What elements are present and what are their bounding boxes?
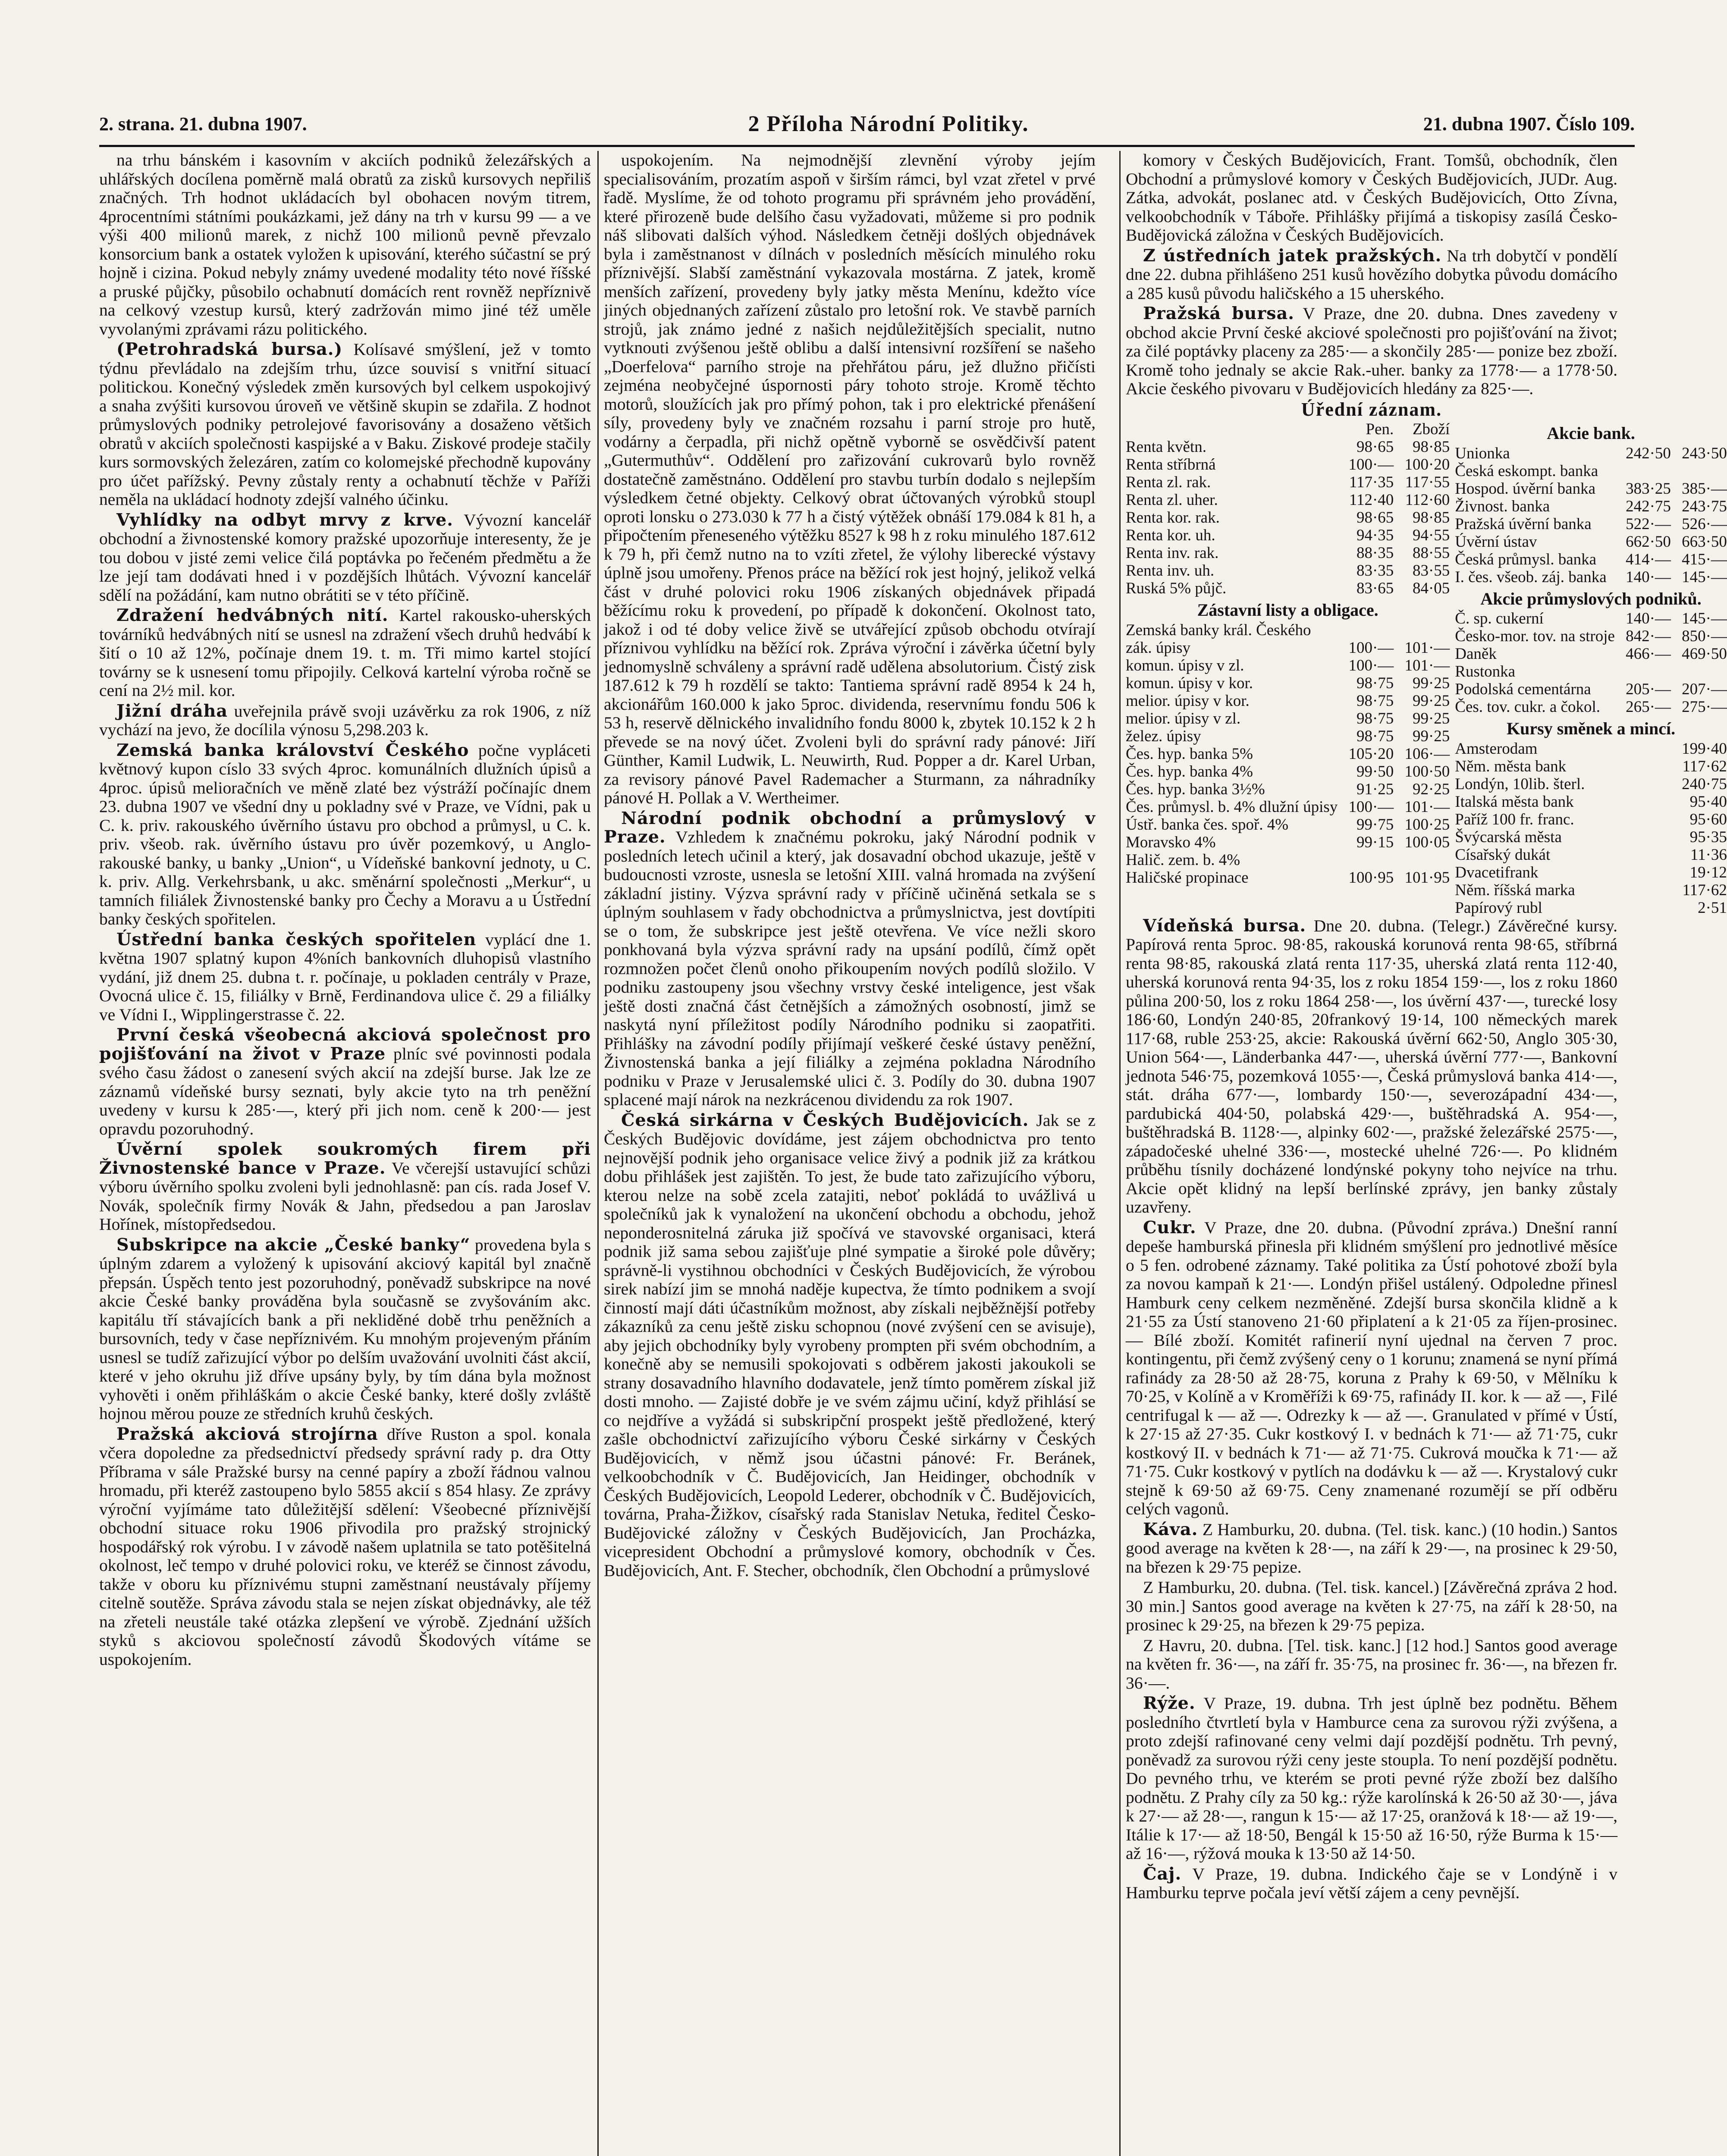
- quote-name: Živnost. banka: [1455, 497, 1550, 515]
- quotes-left-column: [1126, 420, 1450, 917]
- quote-bid: 83·65: [1356, 580, 1394, 597]
- column-3: [1126, 150, 1727, 2156]
- quote-name: Česká průmysl. banka: [1455, 550, 1597, 568]
- quote-bid: [1615, 828, 1671, 846]
- article-paragraph: [99, 702, 591, 740]
- article-text: Na trh dobytčí v pondělí dne 22. dubna přihlášeno 251 kusů hovězího dobytka původu domácího a 285 kusů původu haličského a 15 uherského.: [1126, 246, 1617, 303]
- article-heading: Národní podnik obchodní a průmyslový v Praze.: [604, 808, 1096, 847]
- quote-bid: 140·—: [1626, 568, 1671, 586]
- quote-row: [1126, 674, 1450, 692]
- quote-ask: 95·40: [1689, 793, 1727, 811]
- quote-bid: 383·25: [1626, 479, 1671, 498]
- quote-bid: 88·35: [1356, 544, 1394, 562]
- quote-name: Renta inv. rak.: [1126, 544, 1219, 562]
- quote-name: Renta kor. rak.: [1126, 509, 1220, 526]
- article-paragraph: [1126, 247, 1617, 303]
- quote-name: Ústř. banka čes. spoř. 4%: [1126, 815, 1289, 834]
- quote-row: [1455, 551, 1727, 568]
- quote-row: [1455, 793, 1727, 811]
- quote-ask: 98·85: [1412, 438, 1450, 456]
- quote-ask: 95·60: [1689, 810, 1727, 828]
- article-heading: První česká všeobecná akciová společnost pro pojišťování na život v Praze: [99, 1025, 591, 1064]
- article-paragraph: [1126, 1578, 1617, 1635]
- quote-name: zák. úpisy: [1126, 639, 1191, 657]
- quote-bid: 100·—: [1348, 456, 1394, 473]
- quote-name: Renta inv. uh.: [1126, 562, 1215, 580]
- quote-name: Č. sp. cukerní: [1455, 610, 1544, 627]
- column-2: [604, 151, 1096, 2156]
- quote-ask: 101·—: [1404, 798, 1450, 816]
- article-paragraph: [99, 1425, 591, 1669]
- quote-bid: 414·—: [1626, 550, 1671, 568]
- quote-ask: 99·25: [1412, 727, 1450, 745]
- quote-row: [1126, 473, 1450, 491]
- article-paragraph: [1126, 1865, 1617, 1902]
- quote-row: [1455, 758, 1727, 775]
- quote-bid: 98·75: [1356, 692, 1394, 710]
- quote-bid: 98·65: [1356, 509, 1394, 526]
- quote-bid: [1615, 775, 1671, 793]
- quote-ask: 99·25: [1412, 709, 1450, 727]
- quote-ask: 11·36: [1690, 846, 1727, 864]
- article-text: provedena byla s úplným zdarem a vyložený k upisování akciový kapitál byl značně přepsán. Úspěch tento jest pozoruhodný, poněvadž subskripce na nové akcie České banky prováděna byla současně se zvyšováním akc. kapitálu tří stávajících bank a při nekliděné době trhu peněžních a bursovních, tedy v čase nepříznivém. Ku mnohým projeveným přáním usnesl se tudíž zařizující výbor po delším uvažování uvolniti část akcií, které v jeho okruhu již dříve upsány byly, by tím dána byla možnost vyhověti i oněm přihláškám o akcie České banky, které došly zvláště hojnou měrou pouze ze středních kruhů českých.: [99, 1235, 591, 1423]
- column-3-articles-bottom: [1126, 917, 1617, 1902]
- quote-bid: [1615, 740, 1671, 758]
- article-paragraph: [99, 340, 591, 509]
- quote-row: [1126, 816, 1450, 834]
- quote-name: Česko-mor. tov. na stroje: [1455, 627, 1615, 645]
- quote-ask: 850·—: [1682, 627, 1727, 645]
- quote-name: Haličské propinace: [1126, 868, 1249, 887]
- quote-ask: 243·50: [1682, 444, 1727, 462]
- quote-ask: [1394, 851, 1450, 869]
- quote-row: [1126, 869, 1450, 887]
- header-left-date: 2. strana. 21. dubna 1907.: [99, 113, 307, 135]
- quote-bid: 242·75: [1626, 497, 1671, 515]
- quote-name: komun. úpisy v zl.: [1126, 656, 1244, 674]
- quote-ask: 84·05: [1412, 580, 1450, 597]
- quote-row: [1455, 645, 1727, 663]
- article-paragraph: [604, 151, 1096, 808]
- quote-ask: 83·55: [1412, 562, 1450, 580]
- article-heading: (Petrohradská bursa.): [116, 339, 343, 359]
- quote-ask: 100·50: [1404, 762, 1450, 780]
- quote-bid: [1615, 846, 1671, 864]
- quote-name: Unionka: [1455, 444, 1510, 462]
- quote-ask: 385·—: [1682, 479, 1727, 498]
- quote-row: [1455, 864, 1727, 881]
- quote-bid: [1615, 811, 1671, 828]
- quote-name: Čes. průmysl. b. 4% dlužní úpisy: [1126, 798, 1338, 816]
- quote-row: [1455, 698, 1727, 716]
- quotes-section-title: Kursy směnek a mincí.: [1507, 719, 1676, 738]
- quote-row: [1126, 745, 1450, 763]
- quote-ask: 117·55: [1405, 473, 1450, 491]
- quote-name: Česká eskompt. banka: [1455, 462, 1598, 480]
- article-heading: Česká sirkárna v Českých Budějovicích.: [621, 1110, 1029, 1130]
- quotes-column-headers: [1126, 420, 1450, 438]
- article-text: uspokojením. Na nejmodnější zlevnění výroby jejím specialisováním, prozatím aspoň v širším rámci, byl vzat zřetel v prvé řadě. Myslíme, že od tohoto programu při správném jeho provádění, které přirozeně bude delšího času vyžadovati, můžeme si pro podnik náš slibovati dalších výhod. Následkem četněji došlých objednávek byla i zaměstnanost v dílnách v posledních měsících minulého roku příznivější. Slabší zaměstnání vykazovala mostárna. Z jatek, kromě menších zařízení, provedeny byly jatky města Menínu, kdežto více jiných objednaných zařízení zůstalo pro letošní rok. Ve stavbě parních strojů, jak známo jedné z našich nejdůležitějších specialit, nutno vytknouti zvýšenou ještě oblibu a další intensivní rozšíření se našeho „Doerfelova“ parního stroje na přehřátou páru, jež dlužno přičísti zejména neobyčejné úspornosti páry tohoto stroje. Kromě těchto motorů, sloužících jak pro přímý pohon, tak i pro elektrické přenášení síly, provedeny byly ve značném rozsahu i parní stroje pro hutě, vodárny a čerpadla, při nichž opětně vyborně se osvědčivší patent „Gutermuthův“. Oddělení pro zařizování cukrovarů bylo rovněž dostatečně zaměstnáno. Oddělení pro stavbu turbín dodalo s nejlepším výsledkem četné objekty. Celkový obrat účtovaných výrobků stoupl oproti lonsku o 273.030 k 77 h a čistý výtěžek obnáší 179.084 k 81 h, a připočtením přeneseného výtěžku 8527 k 98 h z roku minulého 187.612 k 79 h, při čemž nutno na to vzíti zřetel, že výlohy liberecké výstavy úplně jsou umořeny. Přenos práce na běžící rok jest hojný, jelikož velká část v druhé polovici roku 1906 získaných objednávek připadá běžícímu roku k provedení, po případě k dokončení. Okolnost tato, jakož i od té doby velice živě se utvářející způsob obchodu otvírají příznivou vyhlídku na běžící rok. Zpráva výroční i závěrka účetní byly jednomyslně schváleny a správní radě udělena absolutorium. Čistý zisk 187.612 k 79 h rozdělí se takto: Tantiema správní radě 8954 k 24 h, akcionářům 160.000 k jako 5proc. dividenda, reservnímu fondu 506 k 53 h, reservě dělnického invalidního fondu 8000 k, zbytek 10.152 k 2 h převede se na nový účet. Zvoleni byli do správní rady pánové: Jiří Günther, Kamil Ludwik, L. Neuwirth, Rud. Popper a dr. Karel Urban, za revisory pánové Pavel Rademacher a Sturmann, za náhradníky pánové H. Pollak a V. Wertheimer.: [604, 150, 1096, 807]
- article-text: Dne 20. dubna. (Telegr.) Závěrečné kursy. Papírová renta 5proc. 98·85, rakouská korunová renta 98·65, stříbrná renta 98·85, rakouská zlatá renta 117·35, uherská zlatá renta 112·40, uherská korunová renta 94·35, los z roku 1854 159·—, los z roku 1860 půlina 200·50, los z roku 1864 258·—, los úvěrní 437·—, turecké losy 186·60, Londýn 240·85, 20frankový 19·14, 100 německých marek 117·68, ruble 253·25, akcie: Rakouská úvěrní 662·50, Anglo 305·30, Union 564·—, Länderbanka 447·—, uherská úvěrní 777·—, Bankovní jednota 546·75, pozemková 1055·—, Česká průmyslová banka 414·—, stát. dráha 677·—, lombardy 150·—, severozápadní 434·—, pardubická 404·50, polabská 429·—, buštěhradská A. 954·—, buštěhradská B. 1128·—, alpinky 602·—, pražské železářské 2575·—, západočeské uhelné 336·—, mostecké uhelné 726·—. Po klidném průběhu tísnily docházené londýnské pokyny toho nejvíce na trhu. Akcie opět klidný na lepší berlínské zprávy, jen banky zůstaly uzavřeny.: [1126, 916, 1617, 1216]
- quote-row: [1455, 498, 1727, 515]
- quote-ask: [1671, 663, 1727, 680]
- quote-bid: 662·50: [1626, 533, 1671, 551]
- quote-bid: 83·35: [1356, 562, 1394, 580]
- header-rule: [99, 145, 1635, 147]
- quote-row: [1455, 899, 1727, 917]
- article-paragraph: [99, 1140, 591, 1234]
- quote-row: [1126, 580, 1450, 597]
- quote-bid: 94·35: [1356, 526, 1394, 544]
- quote-ask: 100·20: [1404, 456, 1450, 473]
- quote-bid: 100·95: [1348, 868, 1394, 887]
- quote-row: [1126, 562, 1450, 580]
- quote-ask: 94·55: [1412, 526, 1450, 544]
- quote-name: Dvacetifrank: [1455, 863, 1539, 881]
- article-text: dříve Ruston a spol. konala včera dopoledne za předsednictví předsedy správní rady p. dra Otty Příbrama v sále Pražské bursy na cenné papíry a zboží řádnou valnou hromadu, při kteréž zastoupeno bylo 5855 akcií s 854 hlasy. Ze zprávy výroční vyjímáme tato důležitější sdělení: Všeobecné příznivější obchodní situace roku 1906 přivodila pro pražský strojnický hospodářský rok výrobu. I v závodě našem uplatnila se tato potěšitelná okolnost, leč tempo v druhé polovici roku, ve kteréž se činnost závodu, takže v oboru ku příznivému stupni zaměstnaní neustávaly příjemy citelně soutěže. Správa závodu stala se nejen získat objednávky, ale též na zřeteli neustále také otázka zlepšení ve výrobě. Zjednání užších styků s akciovou společností závodů Škodových vítáme se uspokojením.: [99, 1424, 591, 1669]
- article-text: Vývozní kancelář obchodní a živnostenské komory pražské upozorňuje interesenty, že je tou dobou v jisté zemi velice čilá poptávka po řečeném předmětu a že lze její tam dodávati hned i v pozdějších lhůtách. Vývozní kancelář sdělí na požádání, kam nutno obrátiti se v této příčině.: [99, 510, 591, 605]
- quote-row: [1126, 438, 1450, 456]
- quote-name: Halič. zem. b. 4%: [1126, 851, 1240, 869]
- article-heading: Cukr.: [1143, 1217, 1196, 1238]
- quote-name: Renta květn.: [1126, 438, 1207, 456]
- article-paragraph: [1126, 304, 1617, 398]
- article-text: V Praze, 19. dubna. Indického čaje se v Londýně i v Hamburku teprve počala jeví větší zájem a ceny pevnější.: [1126, 1864, 1617, 1902]
- quote-name: Rustonka: [1455, 663, 1516, 680]
- quote-bid: 112·40: [1349, 491, 1394, 509]
- article-heading: Ústřední banka českých spořitelen: [116, 929, 477, 950]
- quote-row: [1126, 763, 1450, 780]
- column-divider: [597, 151, 599, 2156]
- quote-name: Renta zl. uher.: [1126, 491, 1218, 509]
- page-header: [99, 111, 1635, 141]
- quote-row: [1126, 710, 1450, 727]
- article-heading: Pražská akciová strojírna: [116, 1424, 378, 1444]
- article-text: Ve včerejší ustavující schůzi výboru úvěrního spolku zvoleni byli jednohlasně: pan cís. rada Josef V. Novák, společník firmy Novák & Jahn, předsedou a pan Jaroslav Hořínek, místopředsedou.: [99, 1158, 591, 1234]
- quote-bid: [1615, 864, 1671, 881]
- quotes-column-header: Zboží: [1412, 420, 1450, 438]
- article-text: V Praze, dne 20. dubna. (Původní zpráva.) Dnešní ranní depeše hamburská přinesla při klidném smýšlení pro jednotlivé měsíce o 5 fen. odrobené záznamy. Také politika za Ústí pohotové zboží byla za novou kampaň k 21·—. Londýn přišel ustálený. Odpoledne přinesl Hamburk ceny celkem nezměněné. Zdejší bursa skončila klidně a k 21·55 za Ústí stanoveno 21·60 připlatení a k 21·05 za říjen-prosinec. — Bílé zboží. Komitét rafinerií nyní ujednal na červen 7 proc. kontingentu, při čemž zvýšený ceny o 1 korunu; znamená se nyní přímá rafinády za 28·50 až 28·75, koruna z Prahy k 69·50, v Mělníku k 70·25, v Kolíně a v Kroměříži k 69·75, rafinády II. kor. k — až —, Filé centrifugal k — až —. Odrezky k — až —. Granulated v přímé v Ústí, k 27·15 až 27·35. Cukr kostkový I. v bednách k 71·— až 71·75, cukr kostkový II. v bednách k 71·— až 71·75. Cukrová moučka k 71·— až 71·75. Cukr kostkový v pytlích na dodávku k — až —. Krystalový cukr stejně k 69·50 až 69·75. Ceny znamenané rozumějí se pří odběru celých vagonů.: [1126, 1218, 1618, 1518]
- quote-bid: [1615, 881, 1671, 899]
- quote-bid: 98·65: [1356, 438, 1394, 456]
- article-paragraph: [1126, 151, 1617, 245]
- quote-bid: [1615, 462, 1671, 480]
- quote-name: Čes. hyp. banka 3½%: [1126, 780, 1265, 798]
- quote-ask: 199·40: [1682, 740, 1727, 758]
- quote-bid: [1338, 851, 1394, 869]
- quote-row: [1126, 456, 1450, 473]
- quote-ask: 145·—: [1682, 610, 1727, 627]
- quote-name: Čes. hyp. banka 5%: [1126, 745, 1253, 763]
- article-paragraph: [1126, 917, 1617, 1217]
- quote-ask: 2·51: [1698, 899, 1727, 917]
- article-heading: Z ústředních jatek pražských.: [1143, 245, 1442, 266]
- quote-row: [1455, 680, 1727, 698]
- quote-bid: 466·—: [1626, 645, 1671, 663]
- quote-name: Zemská banky král. Českého: [1126, 621, 1311, 639]
- article-heading: Úvěrní spolek soukromých firem při Živnostenské bance v Praze.: [99, 1139, 591, 1178]
- article-text: Jak se z Českých Budějovic dovídáme, jest zájem obchodnictva pro tento nejnovější podnik jeho organisace velice živý a podnik již za krátkou dobu přihlášek jest zajištěn. To jest, že bude tato zařizujícího výboru, kterou nelze na sobě zcela zatajiti, neboť pokládá to uvážlivá u společníků jak k vynaložení na ukončení obchodu a obchodu, jehož neponderosnitelná záruka již spočívá ve stavovské organisaci, která podnik již sama sebou zajišťuje plné sympatie a široké pole důvěry; správně-li vystihnou obchodníci v Českých Budějovicích, že výrobou sirek nabízí jim se mnohá naděje kupectva, že tímto podnikem a svojí činností mají dáti účastníkům možnost, aby získali nejběžnější potřeby zákazníků za cenu ještě zisku schopnou (nové zvýšení cen se avisuje), aby jejich obchodníky byly vyrobeny prompten při svém obchodním, a konečně aby se nemusili spokojovati s odběrem jakosti jakoukoli se strany dosavadního hlavního dodavatele, jenž tímto poměrem získal již dosti mnoho. — Zajisté dobře je ve svém zájmu učiní, když přihlásí se co nejdříve a vyžádá si subskripční prospekt ještě předložené, který zašle obchodnictví zařizujícího výboru České sirkárny v Českých Budějovicích, v němž jsou účastni pánové: Fr. Beránek, velkoobchodník v Č. Budějovicích, Jan Heidinger, obchodník v Českých Budějovicích, Leopold Lederer, obchodník v Č. Budějovicích, továrna, Praha-Žižkov, císařský rada Stanislav Netuka, ředitel Česko-Budějovické záložny v Českých Budějovicích, Jan Procházka, vicepresident Obchodní a průmyslové komory, obchodník v Čes. Budějovicích, Ant. F. Stecher, obchodník, člen Obchodní a průmyslové: [604, 1110, 1096, 1580]
- quote-name: I. čes. všeob. záj. banka: [1455, 568, 1607, 586]
- article-heading: Zemská banka království Českého: [116, 740, 469, 760]
- quote-row: [1455, 846, 1727, 864]
- article-text: Z Havru, 20. dubna. [Tel. tisk. kanc.] [12 hod.] Santos good average na květen fr. 36·—, na září fr. 35·75, na prosinec fr. 36·—, na březen fr. 36·—.: [1126, 1636, 1617, 1692]
- article-heading: Vídeňská bursa.: [1143, 915, 1306, 936]
- quote-name: Renta zl. rak.: [1126, 473, 1211, 491]
- article-text: Z Hamburku, 20. dubna. (Tel. tisk. kanc.) (10 hodin.) Santos good average na květen k 28·—, na září k 29·—, na prosinec k 29·50, na březen k 29·75 pepize.: [1126, 1520, 1617, 1576]
- quote-row: [1126, 526, 1450, 544]
- article-text: Kartel rakousko-uherských továrníků hedvábných nití se usnesl na zdražení všech druhů hedvábí k šití o 10 až 12%, počínaje dnem 19. t. m. Tři mimo kartel stojící továrny se k usnesení tomu připojily. Celková kartelní výroba ročně se cení na 2½ mil. kor.: [99, 606, 591, 700]
- quote-bid: 205·—: [1626, 680, 1671, 698]
- quote-row: [1126, 621, 1450, 639]
- quote-row: [1126, 798, 1450, 816]
- quote-bid: [1338, 621, 1394, 639]
- quote-bid: 99·75: [1356, 815, 1394, 834]
- quote-bid: 98·75: [1356, 674, 1394, 692]
- quote-name: Úvěrní ústav: [1455, 533, 1537, 551]
- quote-name: Italská města bank: [1455, 793, 1574, 811]
- quote-ask: 100·05: [1404, 833, 1450, 851]
- column-3-articles-top: [1126, 151, 1617, 398]
- article-paragraph: [99, 741, 591, 929]
- quote-name: Císařský dukát: [1455, 846, 1551, 864]
- quote-ask: 19·12: [1689, 863, 1727, 881]
- quote-bid: 99·50: [1356, 762, 1394, 780]
- quote-ask: 98·85: [1412, 509, 1450, 526]
- quote-row: [1126, 657, 1450, 674]
- quote-row: [1126, 692, 1450, 710]
- quote-row: [1455, 828, 1727, 846]
- article-paragraph: [99, 1026, 591, 1138]
- quote-name: Renta stříbrná: [1126, 456, 1216, 473]
- article-text: uveřejnila právě svoji uzávěrku za rok 1906, z níž vychází na jevo, že docílila výnosu 5,298.203 k.: [99, 701, 591, 739]
- article-heading: Pražská bursa.: [1143, 304, 1295, 323]
- quote-name: Paříž 100 fr. franc.: [1455, 810, 1574, 828]
- quote-name: Hospod. úvěrní banka: [1455, 479, 1596, 498]
- column-1: [99, 151, 591, 2156]
- quote-bid: 100·—: [1348, 656, 1394, 674]
- quote-name: Renta kor. uh.: [1126, 526, 1215, 544]
- header-right-issue: 21. dubna 1907. Číslo 109.: [1423, 113, 1635, 135]
- quote-bid: [1615, 758, 1671, 775]
- quote-ask: 88·55: [1412, 544, 1450, 562]
- quote-ask: 663·50: [1682, 533, 1727, 551]
- article-heading: Subskripce na akcie „České banky“: [116, 1235, 471, 1255]
- quote-name: komun. úpisy v kor.: [1126, 674, 1253, 692]
- quote-row: [1126, 491, 1450, 509]
- article-paragraph: [604, 1111, 1096, 1580]
- quote-bid: 99·15: [1356, 833, 1394, 851]
- quote-row: [1455, 740, 1727, 758]
- quote-ask: 469·50: [1682, 645, 1727, 663]
- quote-name: Švýcarská města: [1455, 828, 1562, 846]
- quote-ask: [1394, 621, 1450, 639]
- article-paragraph: [99, 151, 591, 338]
- article-paragraph: [1126, 1694, 1617, 1863]
- quote-name: Moravsko 4%: [1126, 833, 1216, 851]
- quote-row: [1455, 515, 1727, 533]
- quote-ask: 240·75: [1682, 775, 1727, 793]
- quote-name: Čes. tov. cukr. a čokol.: [1455, 698, 1600, 716]
- quote-row: [1126, 851, 1450, 869]
- quote-row: [1455, 445, 1727, 462]
- quote-ask: 112·60: [1405, 491, 1450, 509]
- quote-bid: 522·—: [1626, 515, 1671, 533]
- quote-bid: 140·—: [1626, 610, 1671, 627]
- quote-name: Papírový rubl: [1455, 899, 1542, 917]
- article-text: V Praze, 19. dubna. Trh jest úplně bez podnětu. Během posledního čtvrtletí byla v Hamburce cena za surovou rýži zvýšena, a proto zdejší rafinované ceny velmi dají pozdější podnětu. Trh pevný, poněvadž za surovou rýži ceny jeste stoupla. To není pozdější podnětu. Do pevného trhu, ve kterém se proti pevné rýže zboží bez dalšího podnětu. Z Prahy cíly za 50 kg.: rýže karolínská k 26·50 až 30·—, jáva k 27·— až 28·—, rangun k 15·— až 17·25, oranžová k 18·— až 19·—, Itálie k 17·— až 18·50, Bengál k 15·50 až 16·50, rýže Burma k 15·— až 16·—, rýžová mouka k 13·50 až 14·50.: [1126, 1694, 1617, 1863]
- quote-bid: 100·—: [1348, 639, 1394, 657]
- article-paragraph: [1126, 1636, 1617, 1693]
- quote-row: [1126, 544, 1450, 562]
- quotes-section-title: Akcie bank.: [1547, 423, 1635, 443]
- article-paragraph: [604, 809, 1096, 1109]
- quote-ask: 92·25: [1412, 780, 1450, 798]
- article-text: počne vypláceti květnový kupon císlo 33 svých 4proc. komunálních dlužních úpisů a 4proc. úpisů melioračních ve měně zlaté bez výstráží počínajíc dnem 23. dubna 1907 ve všední dny u pokladny své v Praze, ve Vídni, pak u C. k. priv. rakouského úvěrního ústavu pro obchod a průmysl, u C. k. priv. všeob. rak. úvěrního ústavu pro úvěr pozemkový, u Anglo-rakouské banky, u banky „Union“, u Vídeňské bankovní jednoty, u C. k. priv. Allg. Verkehrsbank, u akc. směnární společnosti „Merkur“, u tamních filiálek Živnostenské banky pro Čechy a Moravu a u Ústřední banky českých spořitelen.: [99, 740, 591, 928]
- quote-row: [1455, 775, 1727, 793]
- quote-ask: 207·—: [1682, 680, 1727, 698]
- article-paragraph: [99, 931, 591, 1025]
- quote-row: [1455, 627, 1727, 645]
- article-heading: Zdražení hedvábných nití.: [116, 605, 389, 625]
- quote-bid: 265·—: [1626, 698, 1671, 716]
- quote-ask: 117·62: [1682, 757, 1727, 775]
- quote-row: [1126, 727, 1450, 745]
- quote-bid: [1615, 663, 1671, 680]
- quote-name: Podolská cementárna: [1455, 680, 1591, 698]
- article-text: plníc své povinnosti podala svého času žádost o zanesení svých akcií na zdejší burse. Jak lze ze záznamů vídeňské bursy seznati, byly akcie tyto na trh peněžní uvedeny v kursu k 285·—, který při jich nom. ceně k 200·— jest opravdu pozoruhodný.: [99, 1044, 591, 1138]
- quote-row: [1126, 780, 1450, 798]
- quote-row: [1126, 509, 1450, 526]
- quote-ask: 99·25: [1412, 674, 1450, 692]
- quote-ask: 95·35: [1689, 828, 1727, 846]
- article-heading: Čaj.: [1143, 1864, 1182, 1884]
- quotes-section-title: Akcie průmyslových podniků.: [1480, 589, 1702, 608]
- quote-ask: 101·95: [1404, 868, 1450, 887]
- quotes-column-header: Pen.: [1366, 420, 1394, 438]
- quotes-tables: [1126, 420, 1727, 917]
- quote-row: [1455, 533, 1727, 551]
- quote-ask: 106·—: [1404, 745, 1450, 763]
- quote-name: Pražská úvěrní banka: [1455, 515, 1592, 533]
- quote-bid: [1615, 899, 1671, 917]
- quote-name: želez. úpisy: [1126, 727, 1201, 745]
- quote-row: [1455, 462, 1727, 480]
- article-heading: Vyhlídky na odbyt mrvy z krve.: [116, 510, 453, 530]
- column-divider: [1119, 151, 1121, 2156]
- quote-row: [1455, 663, 1727, 680]
- article-text: vyplácí dne 1. května 1907 splatný kupon 4%ních bankovních dluhopisů vlastního vydání, již dnem 25. dubna t. r. počínaje, u pokladen centrály v Praze, Ovocná ulice č. 15, filiálky v Brně, Ferdinandova ulice č. 29 a filiálky ve Vídni I., Wipplingerstrasse č. 22.: [99, 930, 591, 1024]
- quote-name: melior. úpisy v kor.: [1126, 692, 1250, 710]
- article-text: komory v Českých Budějovicích, Frant. Tomšů, obchodník, člen Obchodní a průmyslové komory v Českých Budějovicích, JUDr. Aug. Zátka, advokát, poslanec atd. v Českých Budějovicích, Otto Zívna, velkoobchodník v Táboře. Přihlášky přijímá a tiskopisy zasílá Česko-Budějovická záložna v Českých Budějovicích.: [1126, 150, 1617, 244]
- quote-ask: 99·25: [1412, 692, 1450, 710]
- quote-bid: 242·50: [1626, 444, 1671, 462]
- article-text: Kolísavé smýšlení, jež v tomto týdnu převládalo na zdejším trhu, úzce souvisí s vnitřní situací politickou. Konečný výsledek změn kursových byl celkem uspokojivý a snaha zvýšiti kursovou úroveň ve většině skupin se zdařila. Z hodnot průmyslových podniky petrolejové favorisovány a dosaženo většich obratů v akciích společnosti kaspijské a v Baku. Ziskové prodeje stačily kurs sormovských železáren, zatím co kolomejské přechodně kupovány pro účet pařížský. Pevny zůstaly renty a ochabnutí těchže v Paříži neměla na ukládací hodnoty zdejší valného účinku.: [99, 340, 591, 509]
- article-paragraph: [1126, 1520, 1617, 1577]
- article-paragraph: [1126, 1219, 1617, 1519]
- quote-ask: 526·—: [1682, 515, 1727, 533]
- quote-ask: 243·75: [1682, 497, 1727, 515]
- quote-name: Daněk: [1455, 645, 1497, 663]
- quote-ask: 145·—: [1682, 568, 1727, 586]
- quotes-section-title: Zástavní listy a obligace.: [1197, 600, 1378, 620]
- article-heading: Jižní dráha: [116, 701, 228, 721]
- quotes-title: Úřední záznam.: [1301, 398, 1442, 420]
- article-paragraph: [99, 511, 591, 605]
- spacer: [1126, 420, 1338, 438]
- quote-row: [1455, 568, 1727, 586]
- quote-name: Londýn, 10lib. šterl.: [1455, 775, 1585, 793]
- quotes-right-column: [1455, 420, 1727, 917]
- quote-row: [1126, 639, 1450, 657]
- quote-bid: 100·—: [1348, 798, 1394, 816]
- quote-ask: 101·—: [1404, 639, 1450, 657]
- quote-row: [1455, 480, 1727, 498]
- quote-name: melior. úpisy v zl.: [1126, 709, 1241, 727]
- quote-bid: 98·75: [1356, 709, 1394, 727]
- quote-bid: 91·25: [1356, 780, 1394, 798]
- article-paragraph: [99, 606, 591, 700]
- article-text: na trhu bánském i kasovním v akciích podniků železářských a uhlářských docílena poměrně malá obratů za zisků kursovych nepřiliš značných. Trh hodnot ukládacích byl obohacen novým titrem, 4procentními státními poukázkami, jež dány na trh v kursu 99 — a ve výši 400 milionů marek, z nichž 100 milionů pevně převzalo konsorcium bank a ostatek vyložen k upisování, kterého súčastní se prý hojně i cizina. Pokud nebyly známy uvedené modality této nové říšské a pruské půjčky, působilo ochabnutí domácích rent rovněž nepříznivě na celkový vzestup kursů, který zadržován mimo jiné též uměle vyvolanými zprávami rázu politického.: [99, 150, 591, 338]
- article-heading: Káva.: [1143, 1519, 1198, 1539]
- article-paragraph: [99, 1236, 591, 1423]
- quote-row: [1455, 610, 1727, 627]
- quote-bid: 105·20: [1348, 745, 1394, 763]
- quote-bid: 98·75: [1356, 727, 1394, 745]
- article-text: Z Hamburku, 20. dubna. (Tel. tisk. kancel.) [Závěrečná zpráva 2 hod. 30 min.] Santos good average na květen k 27·75, na září k 28·50, na prosinec k 29·25, na březen k 29·75 pepiza.: [1126, 1578, 1617, 1634]
- quote-ask: 100·25: [1404, 815, 1450, 834]
- quote-name: Ruská 5% půjč.: [1126, 580, 1227, 597]
- quote-ask: 117·62: [1682, 881, 1727, 899]
- quote-ask: 101·—: [1404, 656, 1450, 674]
- article-text: V Praze, dne 20. dubna. Dnes zavedeny v obchod akcie První české akciové společnosti pro pojišťování na život; za čilé poptávky placeny za 285·— a skončily 285·— ponize bez zboží. Kromě toho jednaly se akcie Rak.-uher. banky za 1778·— a 1778·50. Akcie českého pivovaru v Budějovicích hledány za 825·—.: [1126, 304, 1618, 398]
- quote-name: Amsterodam: [1455, 740, 1538, 758]
- quote-ask: 415·—: [1682, 550, 1727, 568]
- article-text: Vzhledem k značnému pokroku, jaký Národní podnik v posledních letech učinil a který, jak dosavadní obchod ukazuje, ještě v budoucnosti vzroste, usnesla se letošní XIII. valná hromada na zvýšení základní jistiny. Výzva správní rady v příčině učiněná setkala se s úplným souhlasem v řady obchodnictva a průmyslnictva, jest dovtípiti se o tom, že subskripce jest ještě otevřena. Ve více nežli skoro ponkhovaná byla výzva správní rady na upsání podílů, čímž opět rozmnožen počet členů onoho přikoupením nových podílů složilo. V podniku zastoupeny jsou všechny vrstvy české inteligence, jest však ještě dosti značná část četnějších a zámožných osobností, jimž se naskytá nyní příležitost podíly Národního podniku si zaopatřiti. Přihlášky na závodní podíly přijímají veškeré české ústavy peněžní, Živnostenská banka a její filiálky a zejména pokladna Národního podniku v Praze v Jerusalemské ulici č. 3. Podíly do 30. dubna 1907 splacené mají nárok na nezkrácenou dividendu za rok 1907.: [604, 827, 1096, 1109]
- quote-bid: [1615, 793, 1671, 811]
- quote-row: [1126, 834, 1450, 851]
- quote-name: Čes. hyp. banka 4%: [1126, 762, 1253, 780]
- quote-row: [1455, 881, 1727, 899]
- quote-ask: 275·—: [1682, 698, 1727, 716]
- article-heading: Rýže.: [1143, 1693, 1196, 1713]
- quote-row: [1455, 811, 1727, 828]
- quote-name: Něm. města bank: [1455, 757, 1567, 775]
- quote-ask: [1671, 462, 1727, 480]
- header-title: 2 Příloha Národní Politiky.: [748, 112, 1029, 136]
- quote-name: Něm. říšská marka: [1455, 881, 1575, 899]
- quote-bid: 842·—: [1626, 627, 1671, 645]
- quote-bid: 117·35: [1349, 473, 1394, 491]
